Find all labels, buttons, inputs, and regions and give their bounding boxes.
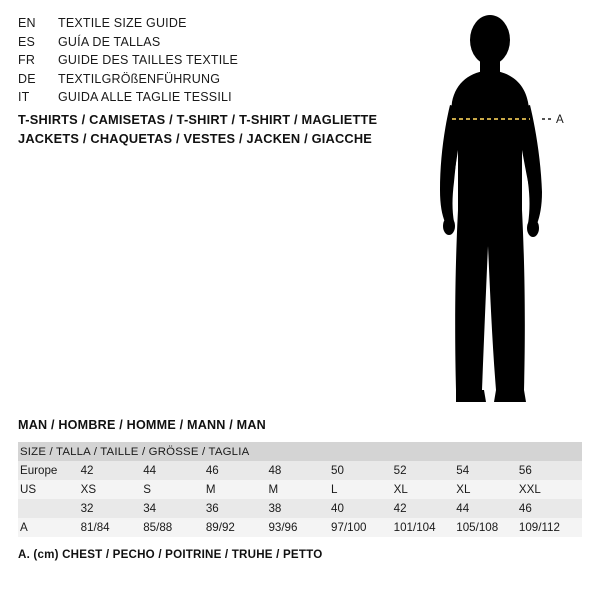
language-list (18, 16, 378, 109)
row-label: US (18, 480, 81, 499)
table-row (18, 518, 582, 537)
language-title: GUIDA ALLE TAGLIE TESSILI (58, 90, 232, 104)
language-title: GUÍA DE TALLAS (58, 34, 161, 49)
table-cell: 46 (206, 461, 269, 480)
language-row (18, 16, 378, 35)
table-row (18, 480, 582, 499)
garment-line-jackets: JACKETS / CHAQUETAS / VESTES / JACKEN / GIACCHE (18, 131, 373, 146)
man-section-heading: MAN / HOMBRE / HOMME / MANN / MAN (18, 418, 266, 432)
table-cell: 32 (81, 499, 144, 518)
table-cell: 54 (456, 461, 519, 480)
garment-line-tshirts: T-SHIRTS / CAMISETAS / T-SHIRT / T-SHIRT / MAGLIETTE (18, 112, 378, 127)
table-header-label: SIZE / TALLA / TAILLE / GRÖSSE / TAGLIA (18, 442, 582, 461)
table-cell: XXL (519, 480, 582, 499)
language-title: TEXTILE SIZE GUIDE (58, 16, 187, 30)
language-code: IT (18, 90, 30, 104)
table-cell: 46 (519, 499, 582, 518)
language-title: TEXTILGRÖßENFÜHRUNG (58, 71, 221, 86)
table-cell: L (331, 480, 394, 499)
language-row (18, 35, 378, 54)
chest-footnote: A. (cm) CHEST / PECHO / POITRINE / TRUHE / PETTO (18, 548, 323, 561)
garment-categories (18, 110, 418, 148)
row-label (18, 499, 81, 518)
table-row (18, 499, 582, 518)
table-cell: 48 (268, 461, 331, 480)
language-code: DE (18, 71, 36, 86)
table-cell: 97/100 (331, 518, 394, 537)
chest-measure-label: A (556, 114, 565, 126)
table-cell: 42 (81, 461, 144, 480)
male-silhouette-icon (400, 10, 600, 410)
table-cell: S (143, 480, 206, 499)
table-cell: 89/92 (206, 518, 269, 537)
table-cell: 42 (394, 499, 457, 518)
table-cell: 56 (519, 461, 582, 480)
table-cell: 81/84 (81, 518, 144, 537)
table-cell: 93/96 (268, 518, 331, 537)
table-cell: XL (456, 480, 519, 499)
table-cell: 50 (331, 461, 394, 480)
language-row (18, 90, 378, 109)
language-code: ES (18, 34, 36, 49)
table-header-row (18, 442, 582, 461)
language-title: GUIDE DES TAILLES TEXTILE (58, 53, 239, 67)
row-label: A (18, 518, 81, 537)
table-row (18, 461, 582, 480)
size-table-wrapper (18, 442, 582, 537)
table-cell: XS (81, 480, 144, 499)
table-cell: 40 (331, 499, 394, 518)
table-cell: 109/112 (519, 518, 582, 537)
table-cell: 105/108 (456, 518, 519, 537)
table-cell: M (268, 480, 331, 499)
table-cell: 85/88 (143, 518, 206, 537)
table-cell: 34 (143, 499, 206, 518)
row-label: Europe (18, 461, 81, 480)
table-cell: 38 (268, 499, 331, 518)
table-cell: 52 (394, 461, 457, 480)
body-figure (400, 10, 600, 410)
size-table (18, 442, 582, 537)
table-cell: M (206, 480, 269, 499)
language-code: FR (18, 53, 36, 67)
language-code: EN (18, 16, 36, 30)
table-cell: 36 (206, 499, 269, 518)
table-cell: 44 (456, 499, 519, 518)
language-row (18, 53, 378, 72)
table-cell: XL (394, 480, 457, 499)
language-row (18, 72, 378, 91)
table-cell: 44 (143, 461, 206, 480)
table-cell: 101/104 (394, 518, 457, 537)
